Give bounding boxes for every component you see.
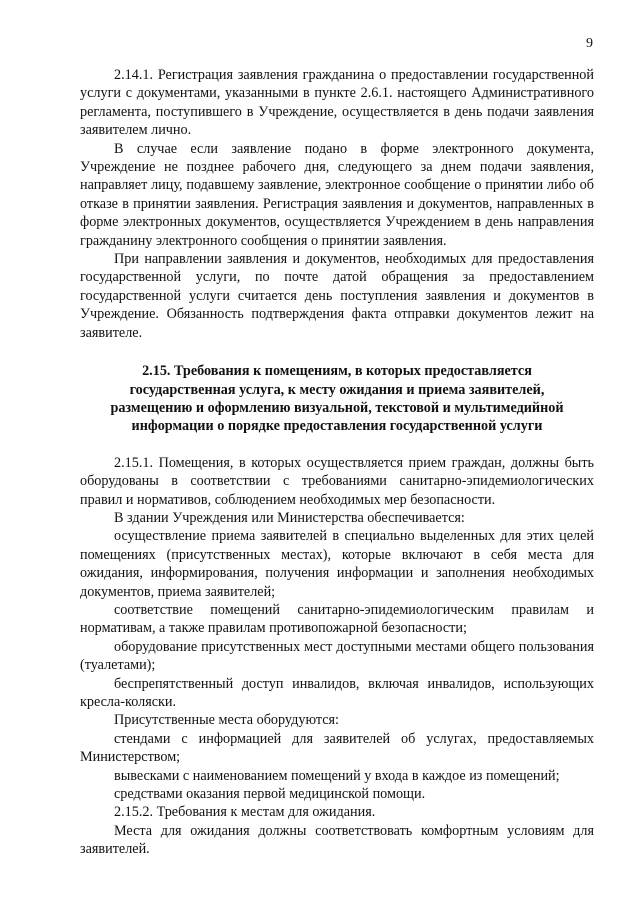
list-item-signage: вывесками с наименованием помещений у входа в каждое из помещений;: [114, 767, 560, 784]
section-heading-line: информации о порядке предоставления государственной услуги: [131, 418, 543, 435]
paragraph-2-15-1: 2.15.1. Помещения, в которых осуществляется прием граждан, должны быть оборудованы в соответствии с требованиями санитарно-эпидемиологических правил и нормативов, соблюдением необходимых мер безопасности.: [80, 454, 594, 508]
list-item-info-stands: стендами с информацией для заявителей об услугах, предоставляемых Министерством;: [80, 730, 594, 766]
section-heading-2-15: [80, 362, 594, 436]
list-item-reception-premises: осуществление приема заявителей в специально выделенных для этих целей помещениях (присутственных местах), которые включают в себя места для ожидания, информирования, получения информации и заполнения необходимых документов, приема заявителей;: [80, 528, 594, 600]
list-item-sanitary-compliance: соответствие помещений санитарно-эпидемиологическим правилам и нормативам, а также правилам противопожарной безопасности;: [80, 601, 594, 637]
paragraph-places-equipped: Присутственные места оборудуются:: [114, 712, 339, 729]
section-heading-line: размещению и оформлению визуальной, текстовой и мультимедийной: [110, 399, 564, 416]
list-item-disabled-access: беспрепятственный доступ инвалидов, включая инвалидов, использующих кресла-коляски.: [80, 675, 594, 710]
paragraph-postal-application: При направлении заявления и документов, необходимых для предоставления государственной услуги, по почте датой обращения за предоставлением государственной услуги считается день поступления заявления и документов в Учреждение. Обязанность подтверждения факта отправки документов лежит на заявителе.: [80, 251, 594, 341]
paragraph-2-15-2: 2.15.2. Требования к местам для ожидания.: [114, 804, 376, 821]
paragraph-waiting-places: Места для ожидания должны соответствовать комфортным условиям для заявителей.: [80, 822, 594, 858]
section-heading-line: государственная услуга, к месту ожидания и приема заявителей,: [129, 381, 545, 398]
paragraph-electronic-application: В случае если заявление подано в форме электронного документа, Учреждение не позднее рабочего дня, следующего за днем подачи заявления, направляет лицу, подавшему заявление, электронное сообщение о принятии либо об отказе в принятии заявления. Регистрация заявления и документов, направленных в форме электронных документов, осуществляется Учреждением в день направления гражданину электронного сообщения о принятии заявления.: [80, 140, 594, 249]
list-item-public-toilets: оборудование присутственных мест доступными местами общего пользования (туалетами);: [80, 638, 594, 674]
document-body: [80, 66, 594, 859]
section-heading-line: 2.15. Требования к помещениям, в которых предоставляется: [142, 363, 532, 380]
paragraph-2-14-1: 2.14.1. Регистрация заявления гражданина о предоставлении государственной услуги с документами, указанными в пункте 2.6.1. настоящего Административного регламента, поступившего в Учреждение, осуществляется в день подачи заявления заявителем лично.: [80, 67, 594, 139]
paragraph-building-provides: В здании Учреждения или Министерства обеспечивается:: [114, 509, 465, 526]
list-item-first-aid: средствами оказания первой медицинской помощи.: [114, 786, 426, 803]
page-number: 9: [586, 36, 593, 51]
